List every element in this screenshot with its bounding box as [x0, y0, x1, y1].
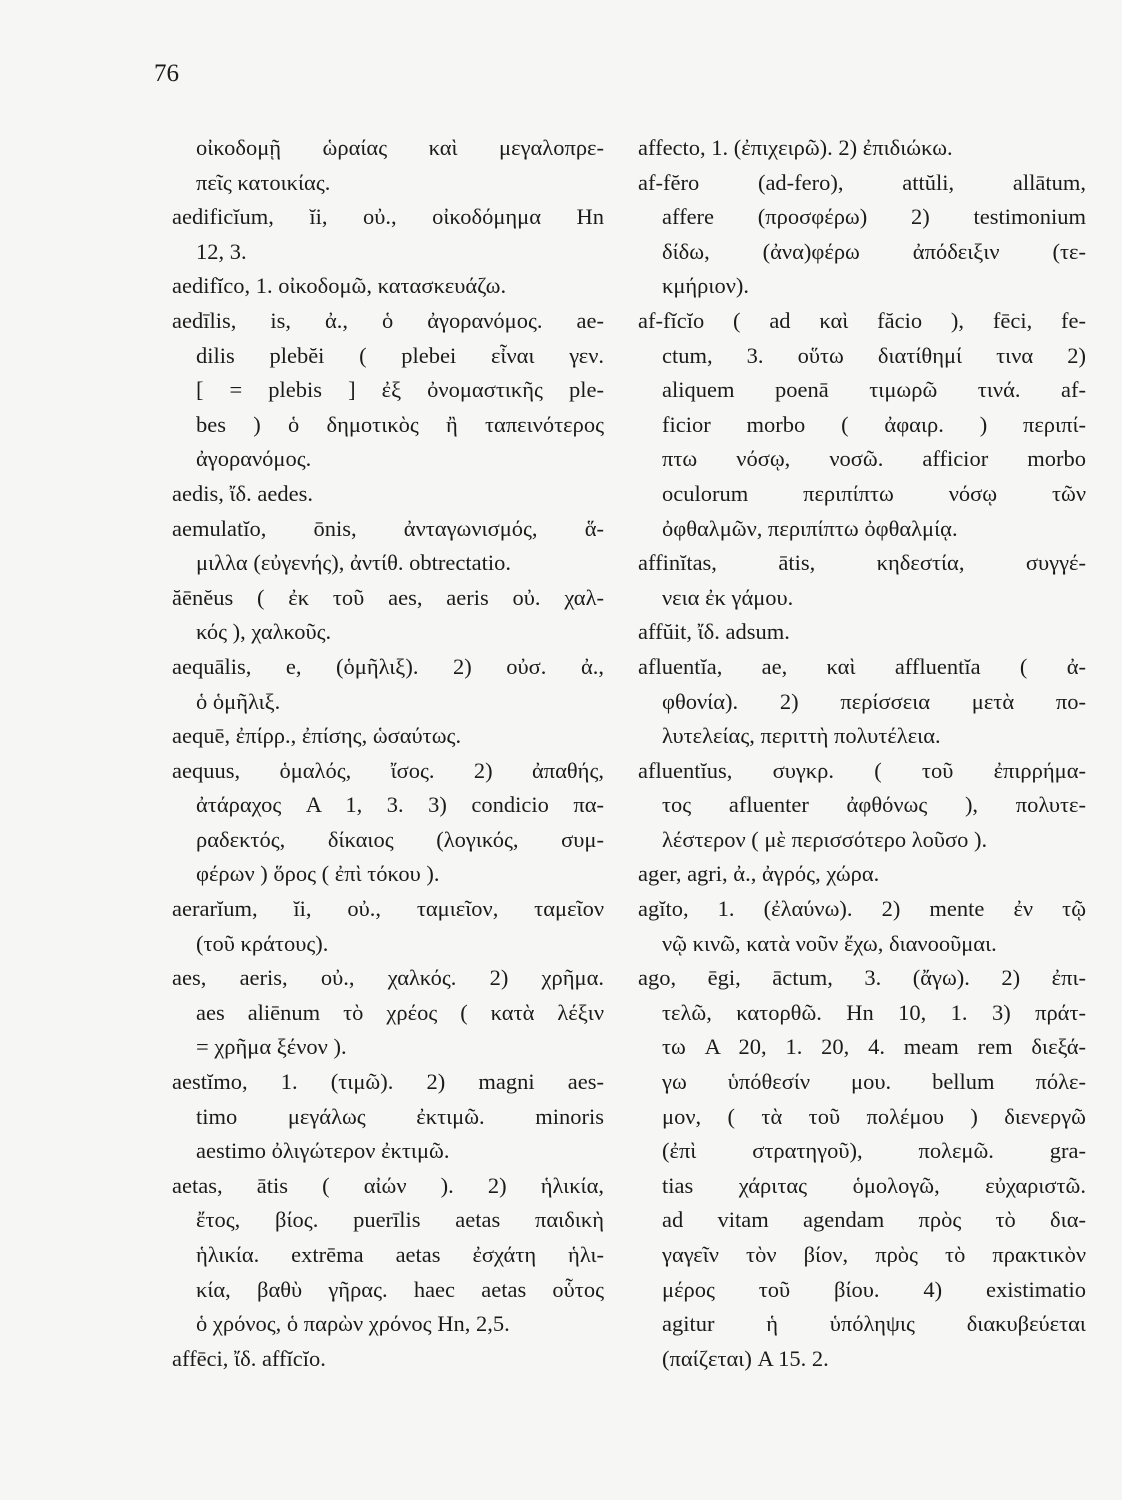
- entry-line: affere (προσφέρω) 2) testimonium: [662, 204, 1086, 230]
- entry-line: bes ) ὁ δημοτικὸς ἢ ταπεινότερος: [196, 411, 604, 437]
- entry-line: 12, 3.: [196, 238, 247, 264]
- entry-line: κία, βαθὺ γῆρας. haec aetas οὗτος: [196, 1276, 604, 1302]
- entry-line: ficior morbo ( ἀφαιρ. ) περιπί-: [662, 411, 1086, 437]
- entry-line: φθονία). 2) περίσσεια μετὰ πο-: [662, 688, 1086, 714]
- entry-line: τω A 20, 1. 20, 4. meam rem διεξά-: [662, 1034, 1086, 1060]
- dictionary-entry: [638, 615, 1086, 650]
- entry-line: πτω νόσῳ, νοσῶ. afficior morbo: [662, 446, 1086, 472]
- entry-line: tias χάριτας ὁμολογῶ, εὐχαριστῶ.: [662, 1172, 1086, 1198]
- dictionary-column-left: [172, 131, 604, 1376]
- entry-line: τος afluenter ἀφθόνως ), πολυτε-: [662, 792, 1086, 818]
- entry-headword-line: aequālis, e, (ὁμῆλιξ). 2) οὐσ. ἀ.,: [172, 653, 604, 679]
- dictionary-entry: [172, 477, 604, 512]
- entry-line: τελῶ, κατορθῶ. Hn 10, 1. 3) πράτ-: [662, 999, 1086, 1025]
- entry-line: γω ὑπόθεσίν μου. bellum πόλε-: [662, 1069, 1086, 1095]
- entry-line: δίδω, (ἀνα)φέρω ἀπόδειξιν (τε-: [662, 238, 1086, 264]
- entry-headword-line: ăēnĕus ( ἐκ τοῦ aes, aeris οὐ. χαλ-: [172, 584, 604, 610]
- dictionary-entry: [172, 719, 604, 754]
- entry-line: agitur ἡ ὑπόληψις διακυβεύεται: [662, 1311, 1086, 1337]
- dictionary-entry: [638, 857, 1086, 892]
- entry-headword-line: ager, agri, ἀ., ἀγρός, χώρα.: [638, 861, 880, 887]
- entry-line: λυτελείας, περιττὴ πολυτέλεια.: [662, 723, 941, 749]
- entry-line: ὀφθαλμῶν, περιπίπτω ὀφθαλμίᾳ.: [662, 515, 958, 541]
- dictionary-entry: [638, 892, 1086, 961]
- dictionary-entry: [638, 961, 1086, 1376]
- entry-headword-line: aequē, ἐπίρρ., ἐπίσης, ὡσαύτως.: [172, 723, 462, 749]
- entry-line: φέρων ) ὅρος ( ἐπὶ τόκου ).: [196, 861, 440, 887]
- entry-line: λέστερον ( μὲ περισσότερο λοῦσο ).: [662, 826, 988, 852]
- entry-line: [ = plebis ] ἐξ ὀνομαστικῆς ple-: [196, 377, 604, 403]
- entry-line: νεια ἐκ γάμου.: [662, 584, 794, 610]
- dictionary-entry: [638, 304, 1086, 546]
- entry-line: μιλλα (εὐγενής), ἀντίθ. obtrectatio.: [196, 550, 511, 576]
- entry-line: (ἐπὶ στρατηγοῦ), πολεμῶ. gra-: [662, 1138, 1086, 1164]
- entry-headword-line: af-fĕro (ad-fero), attŭli, allātum,: [638, 169, 1086, 195]
- entry-line: κός ), χαλκοῦς.: [196, 619, 332, 645]
- entry-line: πεῖς κατοικίας.: [196, 169, 331, 195]
- entry-headword-line: afluentĭus, συγκρ. ( τοῦ ἐπιρρήμα-: [638, 757, 1086, 783]
- entry-line: κμήριον).: [662, 273, 749, 299]
- dictionary-column-right: [638, 131, 1086, 1376]
- entry-line: oculorum περιπίπτω νόσῳ τῶν: [662, 480, 1086, 506]
- dictionary-entry: [638, 131, 1086, 166]
- entry-headword-line: aedifĭco, 1. οἰκοδομῶ, κατασκευάζω.: [172, 273, 507, 299]
- entry-headword-line: aequus, ὁμαλός, ἴσος. 2) ἀπαθής,: [172, 757, 604, 783]
- dictionary-entry: [172, 512, 604, 581]
- entry-headword-line: affēci, ἴδ. affĭcĭo.: [172, 1345, 326, 1371]
- entry-headword-line: af-fĭcĭo ( ad καὶ făcio ), fēci, fe-: [638, 307, 1086, 333]
- dictionary-entry: [638, 546, 1086, 615]
- entry-line: ctum, 3. οὕτω διατίθημί τινα 2): [662, 342, 1086, 368]
- entry-line: ἀτάραχος A 1, 3. 3) condicio πα-: [196, 792, 604, 818]
- dictionary-entry: [172, 1065, 604, 1169]
- entry-headword-line: aetas, ātis ( αἰών ). 2) ἡλικία,: [172, 1172, 604, 1198]
- entry-headword-line: aedis, ἴδ. aedes.: [172, 480, 313, 506]
- entry-headword-line: aemulatĭo, ōnis, ἀνταγωνισμός, ἅ-: [172, 515, 604, 541]
- entry-line: = χρῆμα ξένον ).: [196, 1034, 347, 1060]
- entry-line: timo μεγάλως ἐκτιμῶ. minoris: [196, 1103, 604, 1129]
- dictionary-entry: [172, 961, 604, 1065]
- dictionary-entry: [638, 166, 1086, 304]
- entry-headword-line: affinĭtas, ātis, κηδεστία, συγγέ-: [638, 550, 1086, 576]
- entry-line: (τοῦ κράτους).: [196, 930, 329, 956]
- dictionary-entry: [172, 1169, 604, 1342]
- page-number: 76: [154, 60, 179, 87]
- entry-headword-line: affŭit, ἴδ. adsum.: [638, 619, 790, 645]
- dictionary-entry: [172, 581, 604, 650]
- entry-headword-line: aedīlis, is, ἀ., ὁ ἀγορανόμος. ae-: [172, 307, 604, 333]
- entry-headword-line: ago, ēgi, āctum, 3. (ἄγω). 2) ἐπι-: [638, 965, 1086, 991]
- dictionary-entry: [172, 304, 604, 477]
- entry-headword-line: aestĭmo, 1. (τιμῶ). 2) magni aes-: [172, 1069, 604, 1095]
- dictionary-entry: [172, 269, 604, 304]
- entry-line: ὁ χρόνος, ὁ παρὼν χρόνος Hn, 2,5.: [196, 1311, 510, 1337]
- entry-line: aestimo ὀλιγώτερον ἐκτιμῶ.: [196, 1138, 450, 1164]
- entry-line: ad vitam agendam πρὸς τὸ δια-: [662, 1207, 1086, 1233]
- entry-headword-line: affecto, 1. (ἐπιχειρῶ). 2) ἐπιδιώκω.: [638, 135, 953, 160]
- entry-headword-line: aes, aeris, οὐ., χαλκός. 2) χρῆμα.: [172, 965, 604, 991]
- entry-line: ραδεκτός, δίκαιος (λογικός, συμ-: [196, 826, 604, 852]
- entry-line: οἰκοδομῇ ὡραίας καὶ μεγαλοπρε-: [196, 135, 604, 160]
- entry-line: ἔτος, βίος. puerīlis aetas παιδικὴ: [196, 1207, 604, 1233]
- entry-line: μον, ( τὰ τοῦ πολέμου ) διενεργῶ: [662, 1103, 1086, 1129]
- entry-line: μέρος τοῦ βίου. 4) existimatio: [662, 1276, 1086, 1302]
- dictionary-entry: [172, 1342, 604, 1377]
- entry-headword-line: agĭto, 1. (ἐλαύνω). 2) mente ἐν τῷ: [638, 896, 1086, 922]
- entry-line: ἡλικία. extrēma aetas ἐσχάτη ἡλι-: [196, 1242, 604, 1267]
- dictionary-entry: [172, 892, 604, 961]
- entry-line: dilis plebĕi ( plebei εἶναι γεν.: [196, 342, 604, 368]
- dictionary-entry: [638, 650, 1086, 754]
- entry-line: aes aliēnum τὸ χρέος ( κατὰ λέξιν: [196, 999, 604, 1025]
- entry-line: (παίζεται) A 15. 2.: [662, 1345, 829, 1371]
- entry-headword-line: aedificĭum, ĭi, οὐ., οἰκοδόμημα Hn: [172, 204, 604, 230]
- entry-line: νῷ κινῶ, κατὰ νοῦν ἔχω, διανοοῦμαι.: [662, 930, 997, 956]
- entry-line: aliquem poenā τιμωρῶ τινά. af-: [662, 377, 1086, 403]
- dictionary-entry: [172, 650, 604, 719]
- entry-headword-line: afluentĭa, ae, καὶ affluentĭa ( ἀ-: [638, 653, 1086, 679]
- entry-line: γαγεῖν τὸν βίον, πρὸς τὸ πρακτικὸν: [662, 1242, 1086, 1267]
- entry-line: ὁ ὁμῆλιξ.: [196, 688, 281, 714]
- entry-line: ἀγορανόμος.: [196, 446, 312, 472]
- dictionary-entry: [638, 754, 1086, 858]
- entry-continuation: [172, 131, 604, 200]
- dictionary-entry: [172, 200, 604, 269]
- dictionary-entry: [172, 754, 604, 892]
- entry-headword-line: aerarĭum, ĭi, οὐ., ταμιεῖον, ταμεῖον: [172, 896, 604, 922]
